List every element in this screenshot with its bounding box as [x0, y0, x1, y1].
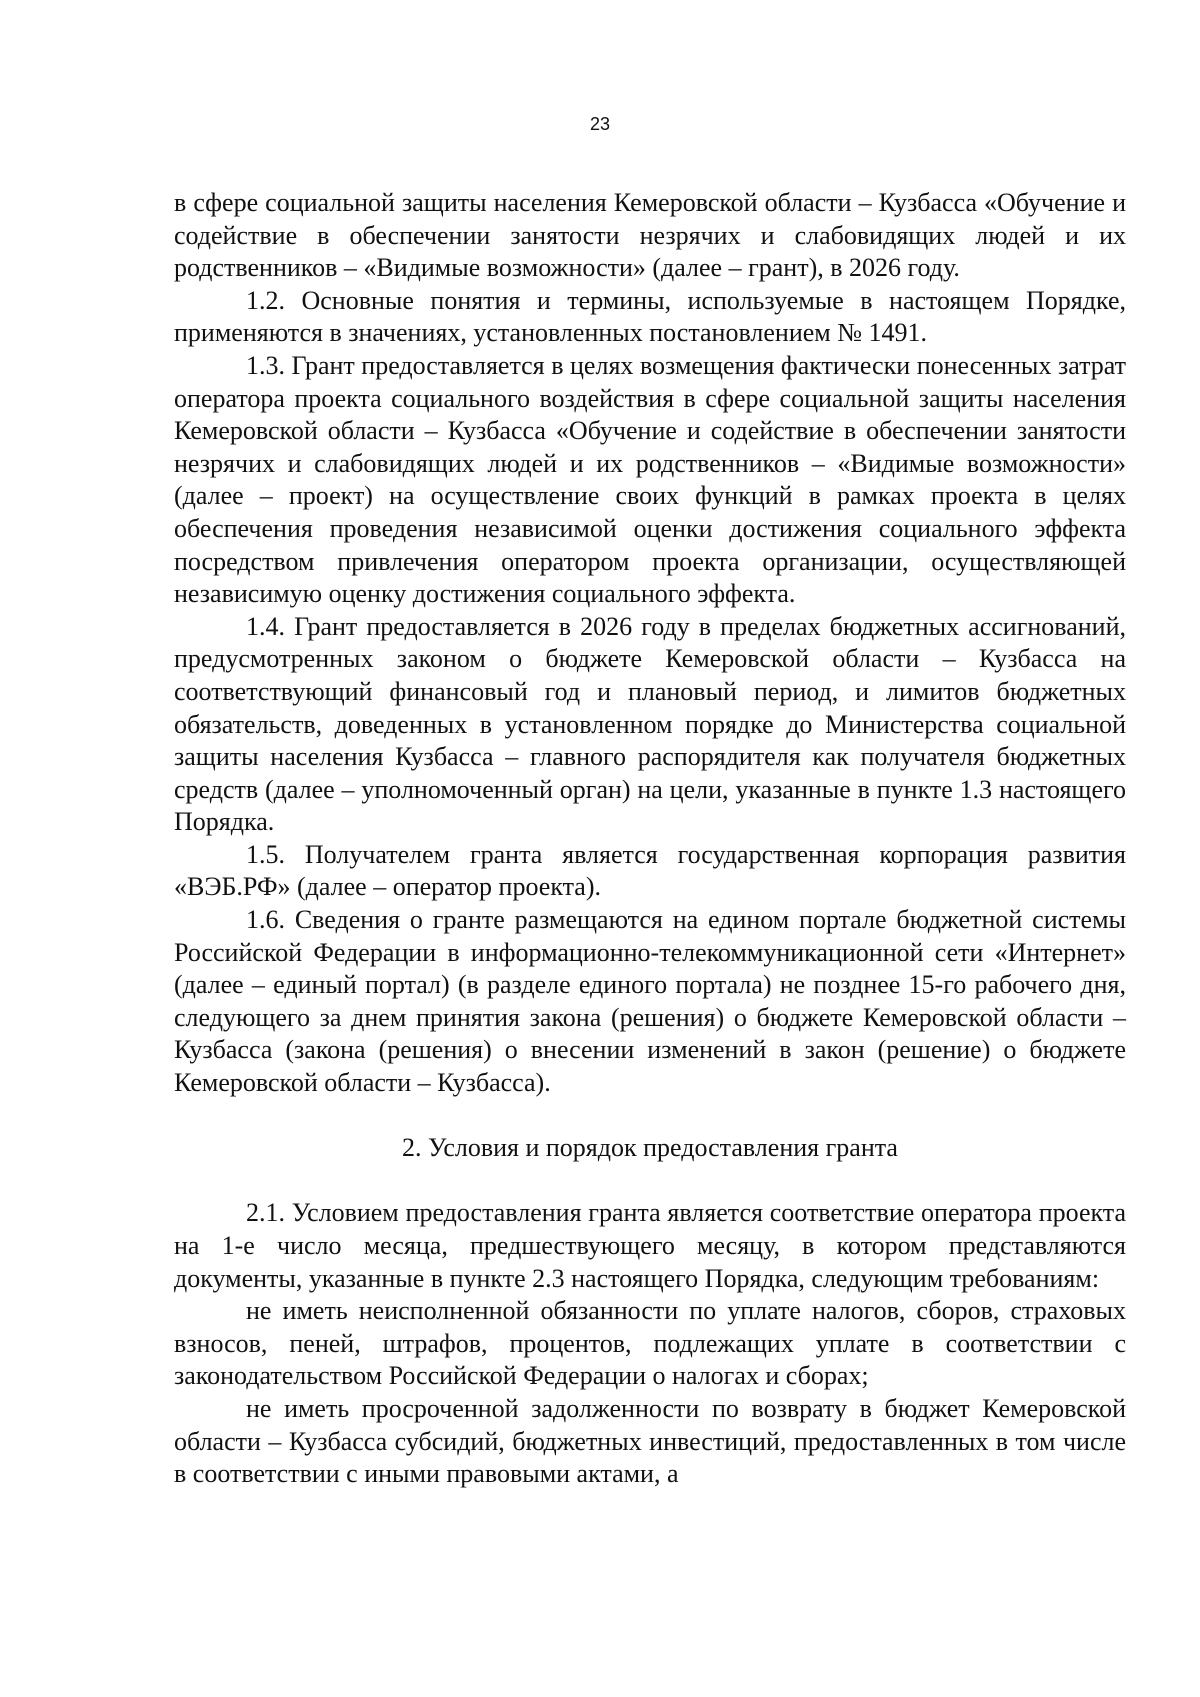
paragraph-1-5: 1.5. Получателем гранта является государственная корпорация развития «ВЭБ.РФ» (далее – оператор проекта). — [174, 839, 1126, 902]
page-number: 23 — [589, 114, 611, 134]
paragraph-1-4: 1.4. Грант предоставляется в 2026 году в пределах бюджетных ассигнований, предусмотренных законом о бюджете Кемеровской области – Кузбасса на соответствующий финансовый год и плановый период, и лимитов бюджетных обязательств, доведенных в установленном порядке до Министерства социальной защиты населения Кузбасса – главного распорядителя как получателя бюджетных средств (далее – уполномоченный орган) на цели, указанные в пункте 1.3 настоящего Порядка. — [174, 611, 1126, 837]
paragraph-1-6: 1.6. Сведения о гранте размещаются на едином портале бюджетной системы Российской Федерации в информационно-телекоммуникационной сети «Интернет» (далее – единый портал) (в разделе единого портала) не позднее 15-го рабочего дня, следующего за днем принятия закона (решения) о бюджете Кемеровской области – Кузбасса (закона (решения) о внесении изменений в закон (решение) о бюджете Кемеровской области – Кузбасса). — [174, 905, 1126, 1098]
requirement-item: не иметь неисполненной обязанности по уплате налогов, сборов, страховых взносов, пеней, штрафов, процентов, подлежащих уплате в соответствии с законодательством Российской Федерации о налогах и сборах; — [174, 1296, 1126, 1391]
paragraph-1-3: 1.3. Грант предоставляется в целях возмещения фактически понесенных затрат оператора проекта социального воздействия в сфере социальной защиты населения Кемеровской области – Кузбасса «Обучение и содействие в обеспечении занятости незрячих и слабовидящих людей и их родственников – «Видимые возможности» (далее – проект) на осуществление своих функций в рамках проекта в целях обеспечения проведения независимой оценки достижения социального эффекта посредством привлечения оператором проекта организации, осуществляющей независимую оценку достижения социального эффекта. — [174, 350, 1126, 609]
section-heading: 2. Условия и порядок предоставления гранта — [402, 1133, 898, 1163]
requirement-item: не иметь просроченной задолженности по возврату в бюджет Кемеровской области – Кузбасса субсидий, бюджетных инвестиций, предоставленных в том числе в соответствии с иными правовыми актами, а — [174, 1393, 1126, 1489]
paragraph-continuation: в сфере социальной защиты населения Кемеровской области – Кузбасса «Обучение и содействие в обеспечении занятости незрячих и слабовидящих людей и их родственников – «Видимые возможности» (далее – грант), в 2026 году. — [174, 188, 1126, 283]
paragraph-1-2: 1.2. Основные понятия и термины, используемые в настоящем Порядке, применяются в значениях, установленных постановлением № 1491. — [174, 285, 1126, 348]
paragraph-2-1: 2.1. Условием предоставления гранта является соответствие оператора проекта на 1-е число месяца, предшествующего месяцу, в котором представляются документы, указанные в пункте 2.3 настоящего Порядка, следующим требованиям: — [174, 1198, 1126, 1293]
document-body — [174, 187, 1126, 1491]
